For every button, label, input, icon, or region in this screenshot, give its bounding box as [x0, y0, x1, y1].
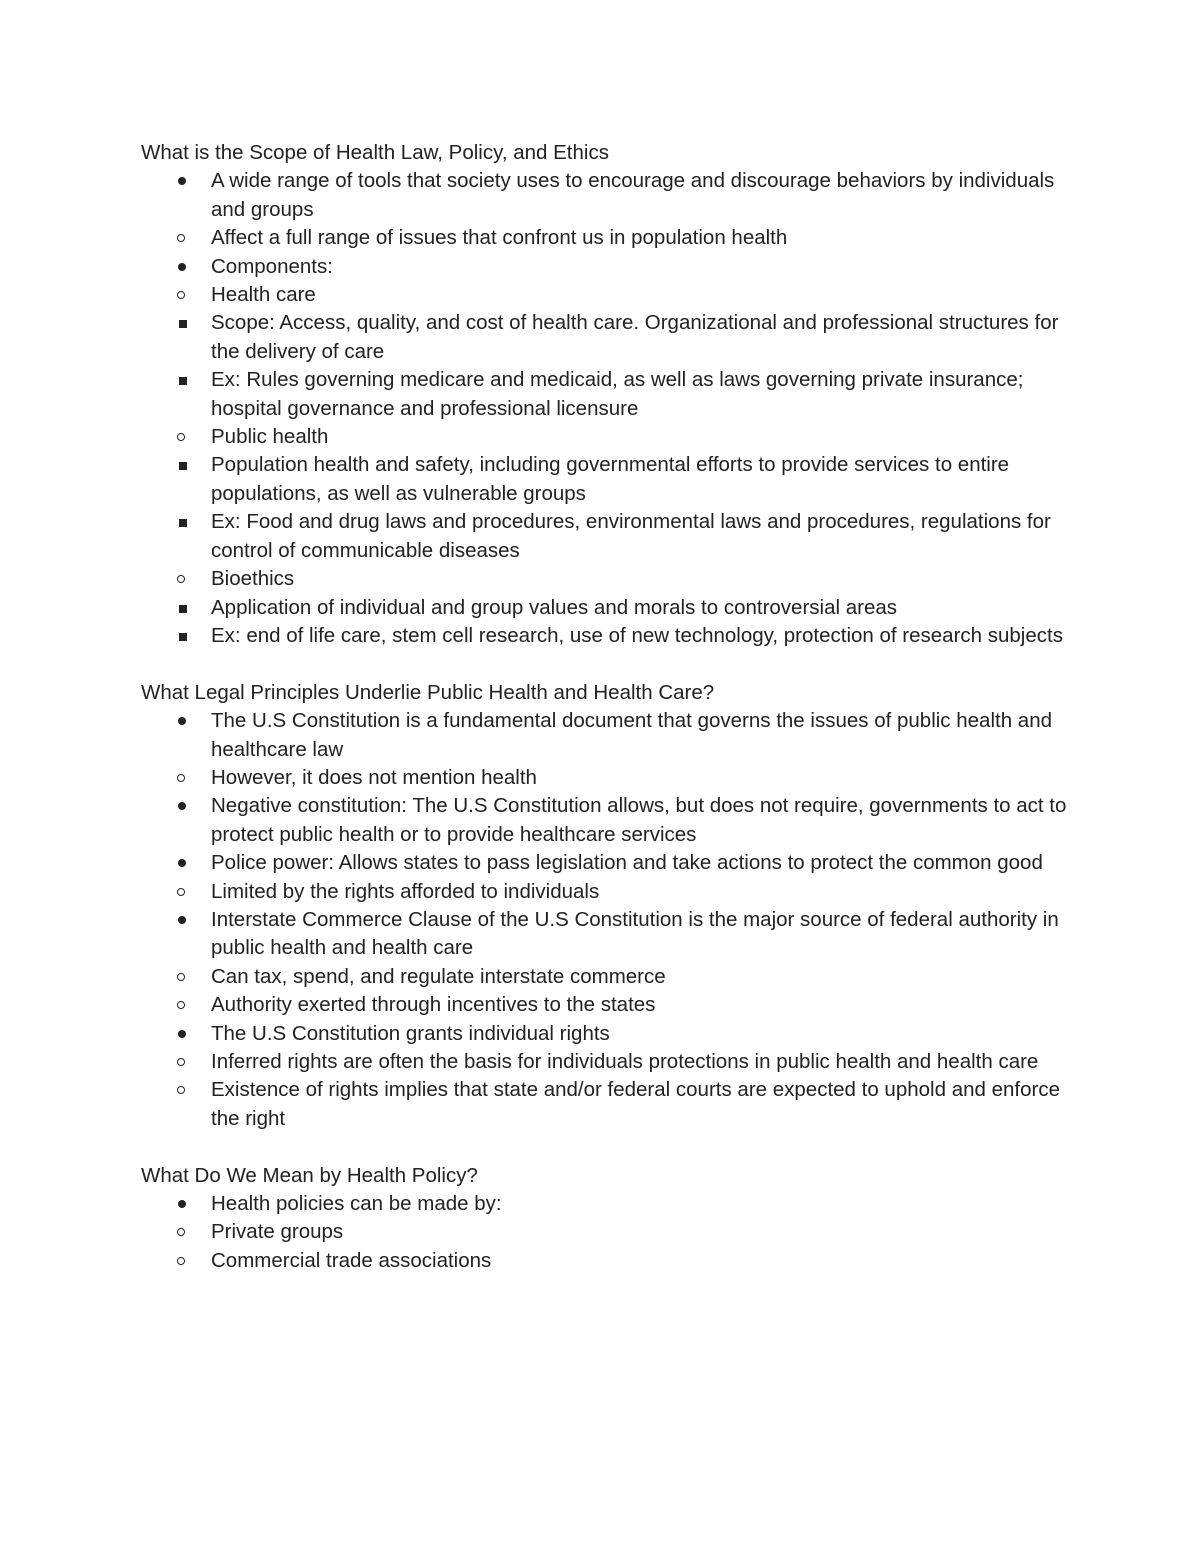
sub-list	[140, 1218, 1071, 1275]
bullet-list	[141, 167, 1071, 650]
section-legal-principles	[141, 679, 1071, 1134]
sub-list	[140, 224, 1071, 252]
list-item	[140, 764, 1071, 792]
bullet-circle-icon	[177, 1228, 185, 1236]
list-item	[140, 622, 1071, 650]
bullet-disc-icon	[178, 1200, 186, 1208]
sub-list	[140, 281, 1071, 650]
section-health-policy	[141, 1162, 1071, 1276]
list-item	[141, 167, 1071, 252]
list-item-text: Negative constitution: The U.S Constitution allows, but does not require, governments to act to protect public health or to provide healthcare services	[211, 794, 1067, 846]
list-item-text: Health care	[211, 283, 316, 307]
list-item-text: Commercial trade associations	[211, 1248, 492, 1272]
bullet-circle-icon	[177, 291, 185, 299]
list-item-text: A wide range of tools that society uses to encourage and discourage behaviors by individuals and groups	[211, 169, 1055, 221]
bullet-square-icon	[179, 377, 187, 385]
section-scope	[141, 139, 1071, 650]
list-item	[141, 253, 1071, 651]
list-item	[140, 423, 1071, 565]
list-item-text: Interstate Commerce Clause of the U.S Constitution is the major source of federal authority in public health and health care	[211, 907, 1059, 960]
bullet-square-icon	[179, 633, 187, 641]
sub-sub-list	[140, 451, 1071, 565]
list-item	[140, 309, 1071, 366]
list-item	[141, 849, 1071, 906]
list-item-text: Limited by the rights afforded to individuals	[211, 879, 600, 903]
list-item-text: Ex: end of life care, stem cell research, use of new technology, protection of research subjects	[211, 623, 1063, 647]
list-item-text: Bioethics	[211, 567, 295, 591]
bullet-square-icon	[179, 320, 187, 328]
list-item-text: Public health	[211, 425, 329, 449]
list-item	[141, 707, 1071, 792]
section-heading: What Legal Principles Underlie Public Health and Health Care?	[141, 680, 715, 704]
bullet-square-icon	[179, 519, 187, 527]
list-item-text: Application of individual and group values and morals to controversial areas	[211, 595, 898, 619]
bullet-circle-icon	[177, 774, 185, 782]
list-item	[141, 906, 1071, 1020]
bullet-circle-icon	[177, 234, 185, 242]
list-item	[140, 508, 1071, 565]
section-heading: What is the Scope of Health Law, Policy, and Ethics	[141, 141, 609, 164]
list-item-text: Components:	[211, 254, 333, 278]
list-item	[140, 366, 1071, 423]
list-item	[141, 1020, 1071, 1134]
list-item	[141, 1190, 1071, 1275]
sub-sub-list	[140, 594, 1071, 651]
bullet-circle-icon	[177, 888, 185, 896]
bullet-circle-icon	[177, 1001, 185, 1009]
bullet-circle-icon	[177, 433, 185, 441]
list-item-text: The U.S Constitution grants individual rights	[211, 1021, 610, 1045]
list-item-text: Existence of rights implies that state and/or federal courts are expected to uphold and enforce the right	[211, 1078, 1060, 1130]
bullet-disc-icon	[178, 1030, 186, 1038]
sub-list	[140, 878, 1071, 906]
bullet-square-icon	[179, 605, 187, 613]
list-item	[140, 281, 1071, 423]
list-item	[140, 451, 1071, 508]
bullet-circle-icon	[177, 575, 185, 583]
list-item-text: Police power: Allows states to pass legislation and take actions to protect the common good	[211, 851, 1043, 875]
list-item	[141, 792, 1071, 849]
list-item	[140, 224, 1071, 252]
bullet-disc-icon	[178, 859, 186, 867]
bullet-disc-icon	[178, 717, 186, 725]
list-item	[140, 963, 1071, 991]
list-item-text: Ex: Rules governing medicare and medicaid, as well as laws governing private insurance; hospital governance and professional licensure	[211, 368, 1024, 420]
sub-list	[140, 963, 1071, 1020]
list-item	[140, 1247, 1071, 1275]
sub-list	[140, 1048, 1071, 1133]
list-item	[140, 991, 1071, 1019]
list-item-text: However, it does not mention health	[211, 765, 537, 789]
list-item-text: Population health and safety, including governmental efforts to provide services to entire populations, as well as vulnerable groups	[211, 453, 1010, 505]
list-item	[140, 565, 1071, 650]
list-item	[140, 1218, 1071, 1246]
bullet-list	[141, 1190, 1071, 1275]
bullet-disc-icon	[178, 802, 186, 810]
list-item-text: Health policies can be made by:	[211, 1192, 502, 1215]
list-item-text: Inferred rights are often the basis for individuals protections in public health and health care	[211, 1049, 1039, 1073]
list-item-text: The U.S Constitution is a fundamental document that governs the issues of public health and healthcare law	[211, 709, 1053, 761]
bullet-list	[141, 707, 1071, 1133]
bullet-circle-icon	[177, 1086, 185, 1094]
bullet-circle-icon	[177, 1058, 185, 1066]
list-item	[140, 1048, 1071, 1076]
document-page	[141, 139, 1071, 1275]
list-item-text: Can tax, spend, and regulate interstate commerce	[211, 964, 666, 988]
list-item-text: Authority exerted through incentives to the states	[211, 993, 656, 1017]
bullet-disc-icon	[178, 916, 186, 924]
bullet-circle-icon	[177, 1257, 185, 1265]
section-heading: What Do We Mean by Health Policy?	[141, 1163, 478, 1187]
list-item-text: Ex: Food and drug laws and procedures, environmental laws and procedures, regulations for control of communicable diseases	[211, 510, 1051, 562]
list-item-text: Private groups	[211, 1220, 344, 1244]
list-item	[140, 878, 1071, 906]
bullet-square-icon	[179, 462, 187, 470]
list-item-text: Affect a full range of issues that confront us in population health	[211, 226, 788, 250]
sub-list	[140, 764, 1071, 792]
bullet-disc-icon	[178, 263, 186, 271]
list-item	[140, 1076, 1071, 1133]
list-item	[140, 594, 1071, 622]
bullet-circle-icon	[177, 973, 185, 981]
bullet-disc-icon	[178, 177, 186, 185]
list-item-text: Scope: Access, quality, and cost of health care. Organizational and professional structures for the delivery of care	[211, 311, 1059, 363]
sub-sub-list	[140, 309, 1071, 423]
